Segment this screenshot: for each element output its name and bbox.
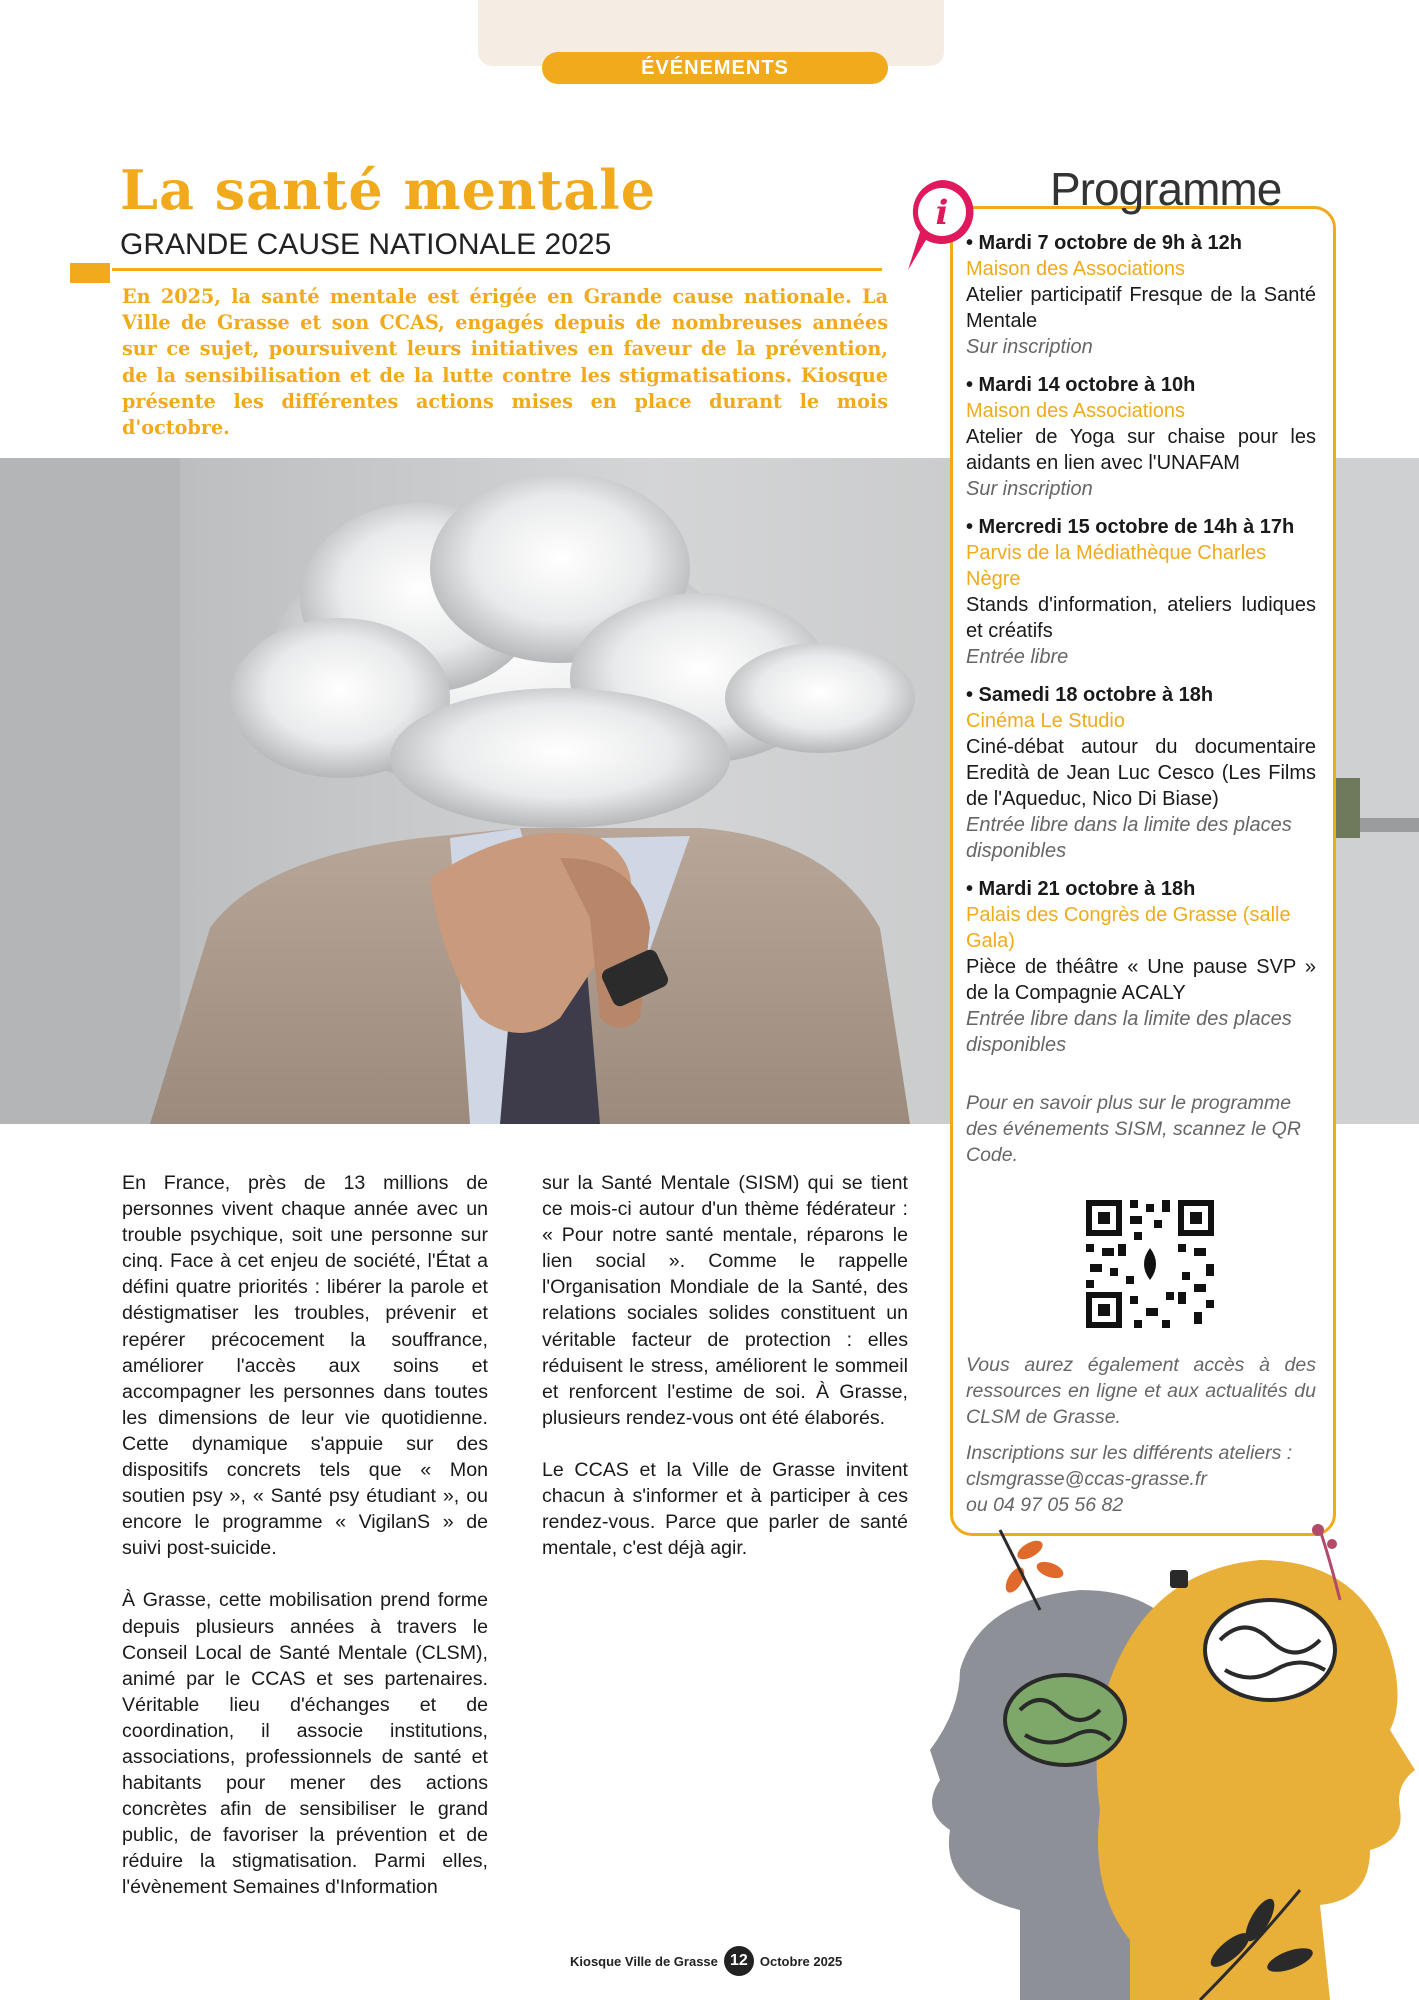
event-place: Parvis de la Médiathèque Charles Nègre (966, 542, 1267, 590)
section-badge: ÉVÉNEMENTS (542, 52, 888, 84)
event-access: Entrée libre dans la limite des places disponibles (966, 814, 1292, 862)
event-description: Atelier participatif Fresque de la Santé Mentale (966, 284, 1316, 332)
title-divider (112, 268, 882, 271)
programme-heading: Programme (1050, 163, 1282, 215)
event-date: • Mercredi 15 octobre de 14h à 17h (966, 516, 1295, 538)
body-column-right (542, 1170, 908, 1587)
inscriptions-block (966, 1440, 1316, 1518)
contact-email[interactable]: clsmgrasse@ccas-grasse.fr (966, 1468, 1207, 1490)
event-date: • Mardi 7 octobre de 9h à 12h (966, 232, 1242, 254)
page-footer (570, 1946, 842, 1976)
body-paragraph: En France, près de 13 millions de personnes vivent chaque année avec un trouble psychique, soit une personne sur cinq. Face à cet enjeu de société, l'État a défini quatre priorités : libérer la parole et déstigmatiser les troubles, prévenir et repérer précocement la souffrance, améliorer l'accès aux soins et accompagner les personnes dans toutes les dimensions de leur vie quotidienne. Cette dynamique s'appuie sur des dispositifs concrets tels que « Mon soutien psy », « Santé psy étudiant », ou encore le programme « VigilanS » de suivi post-suicide. (122, 1172, 488, 1560)
resources-text: Vous aurez également accès à des ressources en ligne et aux actualités du CLSM de Grasse. (966, 1354, 1316, 1428)
footer-magazine: Kiosque Ville de Grasse (570, 1953, 718, 1969)
programme-event (966, 514, 1316, 670)
event-date: • Mardi 14 octobre à 10h (966, 374, 1196, 396)
event-description: Ciné-débat autour du documentaire Eredità de Jean Luc Cesco (Les Films de l'Aqueduc, Nico Di Biase) (966, 736, 1316, 810)
body-paragraph: À Grasse, cette mobilisation prend forme depuis plusieurs années à travers le Conseil Local de Santé Mentale (CLSM), animé par le CCAS et ses partenaires. Véritable lieu d'échanges et de coordination, il associe institutions, associations, professionnels de santé et habitants pour mener des actions concrètes afin de sensibiliser le grand public, de favoriser la prévention et de réduire la stigmatisation. Parmi elles, l'évènement Semaines d'Information (122, 1589, 488, 1899)
event-access: Entrée libre (966, 646, 1069, 668)
event-place: Maison des Associations (966, 258, 1186, 280)
more-info-text: Pour en savoir plus sur le programme des événements SISM, scannez le QR Code. (966, 1092, 1301, 1166)
programme-event (966, 682, 1316, 864)
event-description: Atelier de Yoga sur chaise pour les aidants en lien avec l'UNAFAM (966, 426, 1316, 474)
event-description: Stands d'information, ateliers ludiques et créatifs (966, 594, 1316, 642)
event-access: Entrée libre dans la limite des places disponibles (966, 1008, 1292, 1056)
event-description: Pièce de théâtre « Une pause SVP » de la Compagnie ACALY (966, 956, 1316, 1004)
event-access: Sur inscription (966, 478, 1093, 500)
info-glyph: i (935, 193, 949, 233)
body-column-left (122, 1170, 488, 1927)
contact-phone: ou 04 97 05 56 82 (966, 1494, 1124, 1516)
body-paragraph: Le CCAS et la Ville de Grasse invitent chacun à s'informer et à participer à ces rendez-vous. Parce que parler de santé mentale, c'est déjà agir. (542, 1458, 908, 1560)
event-date: • Mardi 21 octobre à 18h (966, 878, 1196, 900)
programme-list (966, 230, 1316, 1070)
mental-health-illustration (900, 1510, 1419, 2000)
event-access: Sur inscription (966, 336, 1093, 358)
programme-event (966, 372, 1316, 502)
article-title: La santé mentale (120, 158, 657, 222)
page-number: 12 (724, 1946, 754, 1976)
article-subtitle: GRANDE CAUSE NATIONALE 2025 (120, 228, 612, 261)
event-place: Cinéma Le Studio (966, 710, 1125, 732)
article-intro: En 2025, la santé mentale est érigée en Grande cause nationale. La Ville de Grasse et son CCAS, engagés depuis de nombreuses années sur ce sujet, poursuivent leurs initiatives en faveur de la prévention, de la sensibilisation et de la lutte contre les stigmatisations. Kiosque présente les différentes actions mises en place durant le mois d'octobre. (122, 285, 888, 440)
body-paragraph: sur la Santé Mentale (SISM) qui se tient ce mois-ci autour d'un thème fédérateur : « Pour notre santé mentale, réparons le lien social ». Comme le rappelle l'Organisation Mondiale de la Santé, des relations sociales solides constituent un véritable facteur de protection : elles réduisent le stress, améliorent le sommeil et renforcent l'estime de soi. À Grasse, plusieurs rendez-vous ont été élaborés. (542, 1172, 908, 1429)
event-date: • Samedi 18 octobre à 18h (966, 684, 1214, 706)
programme-event (966, 876, 1316, 1058)
event-place: Palais des Congrès de Grasse (salle Gala) (966, 904, 1291, 952)
event-place: Maison des Associations (966, 400, 1186, 422)
inscriptions-label: Inscriptions sur les différents ateliers : (966, 1442, 1293, 1464)
footer-issue: Octobre 2025 (759, 1953, 843, 1969)
programme-event (966, 230, 1316, 360)
title-accent-tab (70, 263, 110, 283)
qr-code-icon[interactable] (1082, 1196, 1218, 1332)
